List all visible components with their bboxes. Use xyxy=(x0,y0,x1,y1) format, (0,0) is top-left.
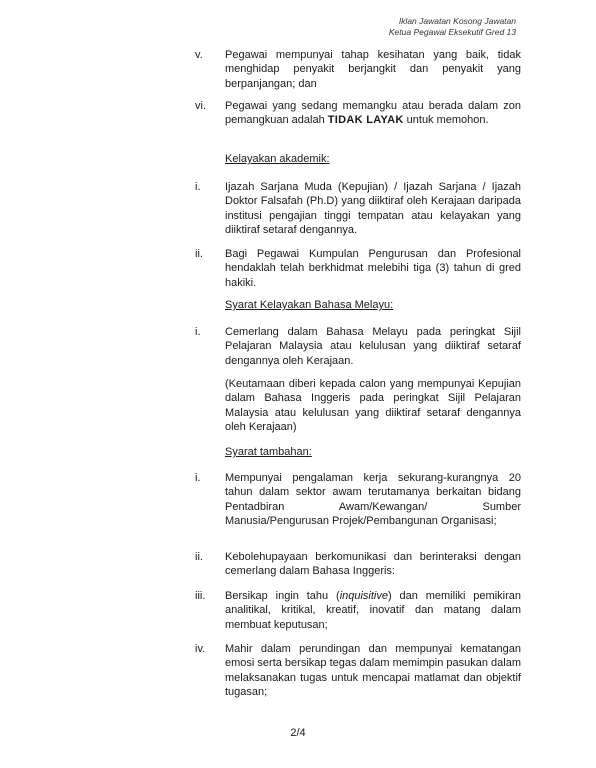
item-number: i. xyxy=(195,472,201,484)
item-number: i. xyxy=(195,181,201,193)
section-heading-academic: Kelayakan akademik: xyxy=(225,153,330,165)
item-text: Mempunyai pengalaman kerja sekurang-kurangnya 20 tahun dalam sektor awam terutamanya berkaitan bidang Pentadbiran Awam/Kewangan/ Sumber Manusia/Pengurusan Projek/Pembangunan Organisasi; xyxy=(225,472,521,528)
list-item xyxy=(195,48,521,91)
item-text-part: Pegawai yang sedang memangku atau berada dalam zon pemangkuan adalah xyxy=(225,100,521,127)
item-text-italic: inquisitive xyxy=(339,590,388,602)
item-number: ii. xyxy=(195,248,203,260)
item-text-part: untuk memohon. xyxy=(403,114,489,127)
item-text: Mahir dalam perundingan dan mempunyai kematangan emosi serta bersikap tegas dalam memimpin pasukan dalam melaksanakan tugas untuk mencapai matlamat dan objektif tugasan; xyxy=(225,643,521,699)
item-number: ii. xyxy=(195,551,203,563)
section-heading-additional: Syarat tambahan: xyxy=(225,446,312,458)
item-text: Ijazah Sarjana Muda (Kepujian) / Ijazah Sarjana / Ijazah Doktor Falsafah (Ph.D) yang diiktiraf oleh Kerajaan daripada institusi pengajian tinggi tempatan atau kelayakan yang diiktiraf setaraf dengannya. xyxy=(225,181,521,237)
section-heading-language: Syarat Kelayakan Bahasa Melayu: xyxy=(225,299,394,311)
item-text xyxy=(225,590,521,631)
list-item xyxy=(195,180,521,238)
list-item xyxy=(195,99,521,128)
item-number: i. xyxy=(195,326,201,338)
item-text-part: Bersikap ingin tahu ( xyxy=(225,590,340,602)
item-number: v. xyxy=(195,49,203,61)
page-number: 2/4 xyxy=(290,727,306,739)
language-note: (Keutamaan diberi kepada calon yang mempunyai Kepujian dalam Bahasa Inggeris pada peringkat Sijil Pelajaran Malaysia atau kelulusan yang diiktiraf setaraf dengannya oleh Kerajaan) xyxy=(225,378,521,434)
item-number: iii. xyxy=(195,590,206,602)
list-item xyxy=(195,550,521,579)
item-text xyxy=(225,100,521,126)
list-item xyxy=(195,325,521,368)
list-item xyxy=(195,642,521,700)
document-header xyxy=(389,16,516,38)
item-number: vi. xyxy=(195,100,206,112)
item-text: Cemerlang dalam Bahasa Melayu pada peringkat Sijil Pelajaran Malaysia atau kelulusan yang diiktiraf setaraf dengannya oleh Kerajaan. xyxy=(225,326,521,367)
item-text: Kebolehupayaan berkomunikasi dan berinteraksi dengan cemerlang dalam Bahasa Inggeris: xyxy=(225,551,521,578)
item-text-bold: TIDAK LAYAK xyxy=(327,114,404,127)
list-item xyxy=(195,247,521,290)
item-text: Pegawai mempunyai tahap kesihatan yang baik, tidak menghidap penyakit berjangkit dan penyakit yang berpanjangan; dan xyxy=(225,49,521,90)
item-number: iv. xyxy=(195,643,206,655)
list-item xyxy=(195,471,521,529)
header-line-2: Ketua Pegawai Eksekutif Gred 13 xyxy=(388,27,516,37)
item-text: Bagi Pegawai Kumpulan Pengurusan dan Profesional hendaklah telah berkhidmat melebihi tiga (3) tahun di gred hakiki. xyxy=(225,248,521,289)
item-text-part: ) dan memiliki pemikiran analitikal, kritikal, kreatif, inovatif dan matang dalam membuat keputusan; xyxy=(225,590,521,631)
list-item xyxy=(195,589,521,632)
header-line-1: Iklan Jawatan Kosong Jawatan xyxy=(398,16,516,26)
